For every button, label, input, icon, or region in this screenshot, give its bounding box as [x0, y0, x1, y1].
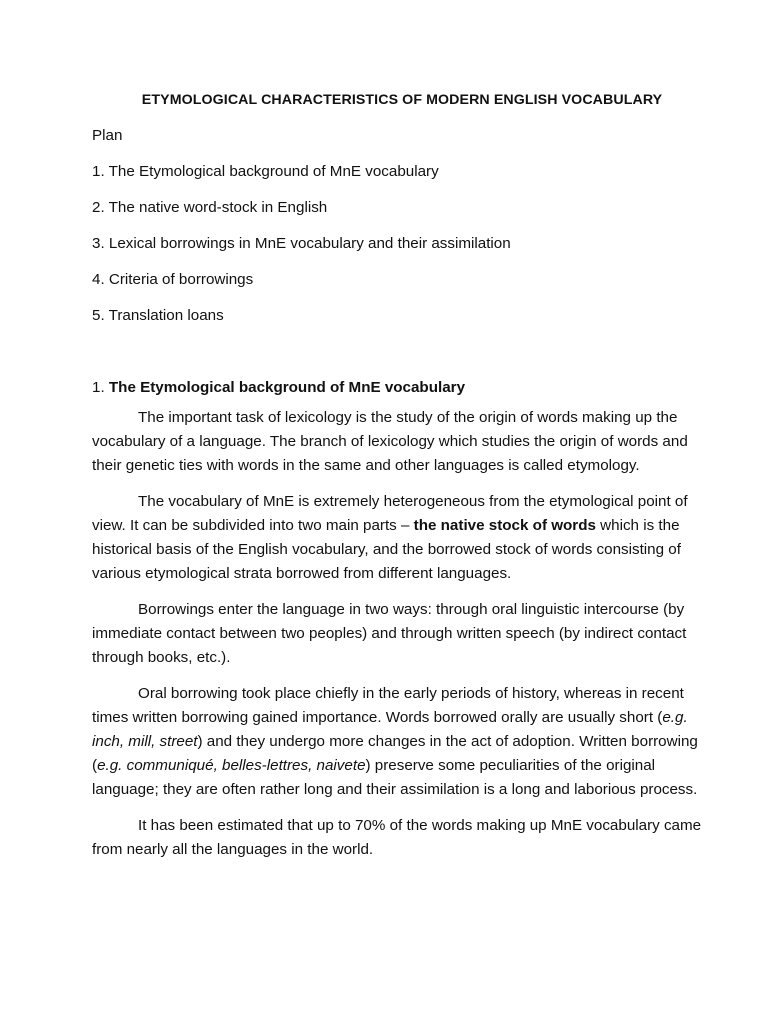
paragraph-4-text-a: Oral borrowing took place chiefly in the early periods of history, whereas in recent times written borrowing gained importance. Words borrowed orally are usually short ( — [92, 685, 684, 726]
plan-item: 5. Translation loans — [92, 307, 224, 324]
paragraph-1: The important task of lexicology is the study of the origin of words making up the vocabulary of a language. The branch of lexicology which studies the origin of words and their genetic ties with words in the same and other languages is called etymology. — [92, 409, 688, 474]
paragraph-5: It has been estimated that up to 70% of the words making up MnE vocabulary came from nearly all the languages in the world. — [92, 817, 702, 858]
paragraph-2 — [92, 490, 712, 586]
plan-label: Plan — [92, 127, 123, 144]
plan-item: 4. Criteria of borrowings — [92, 271, 254, 288]
plan-list — [92, 160, 712, 328]
section-heading — [92, 376, 712, 400]
paragraph-4-example-1: e.g. inch, mill, street — [92, 709, 688, 750]
plan-item: 3. Lexical borrowings in MnE vocabulary and their assimilation — [92, 235, 511, 252]
paragraph-2-text-a: The vocabulary of MnE is extremely heterogeneous from the etymological point of view. It can be subdivided into two main parts – — [92, 493, 688, 534]
paragraph-3: Borrowings enter the language in two ways: through oral linguistic intercourse (by immediate contact between two peoples) and through written speech (by indirect contact through books, etc.). — [92, 601, 687, 666]
section-title: The Etymological background of MnE vocabulary — [108, 379, 466, 396]
plan-item: 1. The Etymological background of MnE vocabulary — [92, 163, 439, 180]
paragraph-2-text-b: which is the historical basis of the English vocabulary, and the borrowed stock of words consisting of various etymological strata borrowed from different languages. — [92, 517, 681, 582]
plan-item: 2. The native word-stock in English — [92, 199, 328, 216]
paragraph-4-text-b: ) and they undergo more changes in the act of adoption. Written borrowing ( — [92, 733, 698, 774]
paragraph-4-example-2: e.g. communiqué, belles-lettres, naivete — [97, 757, 366, 774]
document-page — [92, 88, 712, 874]
section-number: 1. — [92, 379, 109, 396]
paragraph-4 — [92, 682, 712, 802]
document-title: ETYMOLOGICAL CHARACTERISTICS OF MODERN ENGLISH VOCABULARY — [141, 92, 663, 108]
paragraph-4-text-c: ) preserve some peculiarities of the original language; they are often rather long and their assimilation is a long and laborious process. — [92, 757, 698, 798]
paragraph-2-bold-term: the native stock of words — [413, 517, 596, 534]
